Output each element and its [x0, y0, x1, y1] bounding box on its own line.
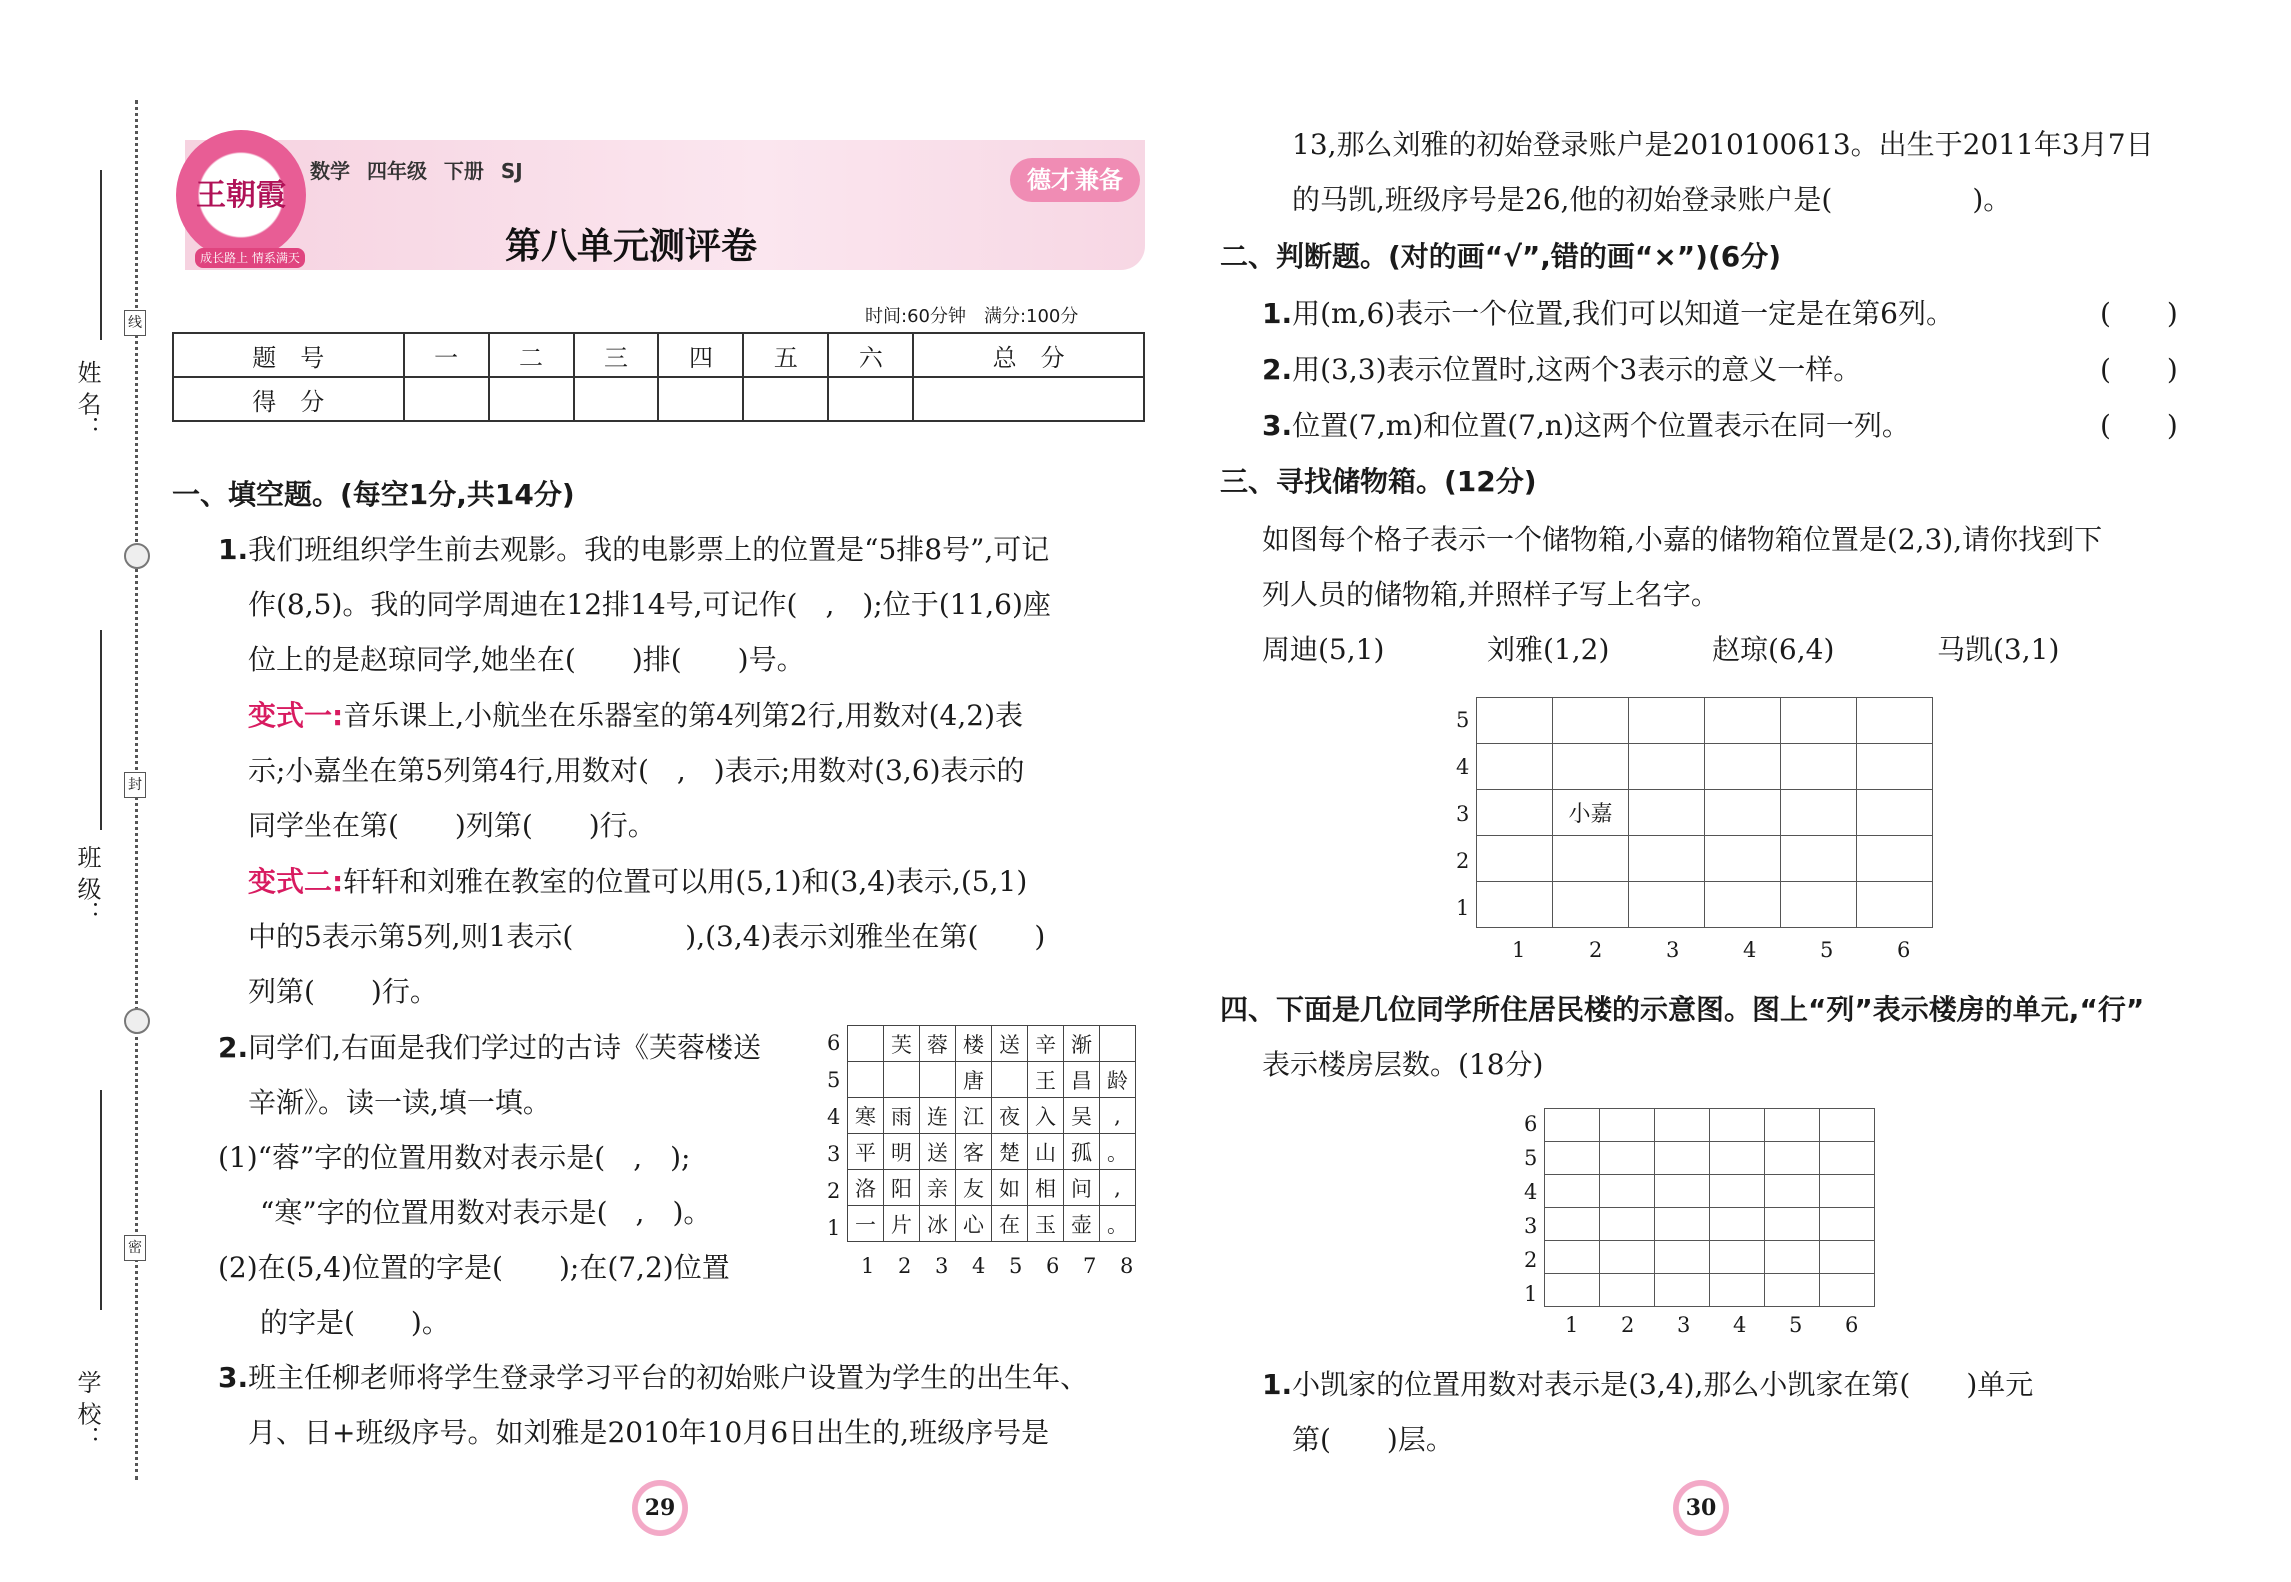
mark-mi: 密 [124, 1235, 146, 1261]
storage-cell[interactable] [1857, 836, 1933, 882]
poem-cell: 明 [884, 1134, 920, 1170]
building-cell[interactable] [1710, 1109, 1765, 1142]
poem-y-label: 1 [827, 1216, 841, 1240]
poem-cell: 芙 [884, 1026, 920, 1062]
class-line [100, 630, 102, 830]
section-3-line-2: 列人员的储物箱,并照样子写上名字。 [1262, 578, 1719, 611]
storage-cell[interactable] [1477, 836, 1553, 882]
building-cell[interactable] [1545, 1274, 1600, 1307]
judge-3-answer-paren[interactable]: ( ) [2100, 409, 2178, 442]
poem-y-label: 2 [827, 1179, 841, 1203]
q4-1-text-1: 小凯家的位置用数对表示是(3,4),那么小凯家在第( )单元 [1292, 1368, 2034, 1401]
poem-cell: 楚 [992, 1134, 1028, 1170]
variant-2-label: 变式二: [248, 865, 344, 898]
q2-line-2: 辛渐》。读一读,填一填。 [248, 1086, 551, 1119]
poem-cell: 昌 [1064, 1062, 1100, 1098]
building-y-label: 5 [1524, 1146, 1538, 1170]
variant-1-line-3: 同学坐在第( )列第( )行。 [248, 809, 656, 842]
q4-1-line-2: 第( )层。 [1292, 1423, 1454, 1456]
poem-row [848, 1170, 1136, 1206]
poem-cell: 唐 [956, 1062, 992, 1098]
poem-x-label: 4 [972, 1254, 986, 1278]
section-3-title: 三、寻找储物箱。(12分) [1220, 465, 1537, 498]
storage-cell[interactable] [1477, 744, 1553, 790]
building-row [1545, 1142, 1875, 1175]
storage-row [1477, 882, 1933, 928]
building-cell[interactable] [1820, 1208, 1875, 1241]
building-cell[interactable] [1655, 1175, 1710, 1208]
storage-cell[interactable] [1553, 744, 1629, 790]
poem-cell: 友 [956, 1170, 992, 1206]
poem-cell [848, 1026, 884, 1062]
q2-text-1: 同学们,右面是我们学过的古诗《芙蓉楼送 [248, 1031, 762, 1064]
storage-x-label: 5 [1820, 938, 1834, 962]
storage-cell[interactable] [1781, 836, 1857, 882]
poem-cell: 送 [992, 1026, 1028, 1062]
q4-1-number: 1. [1262, 1368, 1293, 1401]
brand-logo [176, 130, 306, 260]
poem-cell: 心 [956, 1206, 992, 1242]
poem-cell: 山 [1028, 1134, 1064, 1170]
poem-y-label: 5 [827, 1068, 841, 1092]
storage-cell[interactable] [1857, 790, 1933, 836]
building-cell[interactable] [1655, 1274, 1710, 1307]
q2-line-3: (1)“蓉”字的位置用数对表示是( , ); [218, 1141, 691, 1174]
poem-cell: 楼 [956, 1026, 992, 1062]
storage-cell[interactable] [1629, 882, 1705, 928]
poem-x-label: 8 [1120, 1254, 1134, 1278]
poem-cell: 龄 [1100, 1062, 1136, 1098]
q3-cont-line-2: 的马凯,班级序号是26,他的初始登录账户是( )。 [1292, 183, 2012, 216]
poem-row [848, 1098, 1136, 1134]
building-cell[interactable] [1710, 1175, 1765, 1208]
building-x-label: 6 [1845, 1313, 1859, 1337]
person-1: 周迪(5,1) [1262, 633, 1385, 666]
poem-cell: 雨 [884, 1098, 920, 1134]
poem-cell: 蓉 [920, 1026, 956, 1062]
storage-cell[interactable] [1629, 698, 1705, 744]
poem-x-label: 6 [1046, 1254, 1060, 1278]
storage-cell[interactable] [1705, 790, 1781, 836]
poem-cell: 。 [1100, 1134, 1136, 1170]
poem-cell: 一 [848, 1206, 884, 1242]
building-cell[interactable] [1710, 1274, 1765, 1307]
storage-cell[interactable] [1857, 698, 1933, 744]
storage-cell[interactable] [1781, 790, 1857, 836]
badge: 德才兼备 [1010, 158, 1140, 202]
building-grid [1544, 1108, 1875, 1307]
poem-cell: 江 [956, 1098, 992, 1134]
q1-number: 1. [218, 533, 249, 566]
poem-cell: 平 [848, 1134, 884, 1170]
storage-y-label: 3 [1456, 802, 1470, 826]
variant-2-text-1: 轩轩和刘雅在教室的位置可以用(5,1)和(3,4)表示,(5,1) [343, 865, 1028, 898]
building-cell[interactable] [1710, 1241, 1765, 1274]
storage-cell[interactable] [1781, 698, 1857, 744]
building-row [1545, 1274, 1875, 1307]
storage-grid [1476, 697, 1933, 928]
score-input-cell[interactable] [913, 377, 1144, 421]
person-3: 赵琼(6,4) [1712, 633, 1835, 666]
q1-line-3: 位上的是赵琼同学,她坐在( )排( )号。 [248, 643, 805, 676]
section-2-title: 二、判断题。(对的画“√”,错的画“×”)(6分) [1220, 240, 1782, 273]
variant-2-line-1 [248, 862, 1027, 902]
building-row [1545, 1109, 1875, 1142]
section-4-line-1: 四、下面是几位同学所住居民楼的示意图。图上“列”表示楼房的单元,“行” [1220, 993, 2145, 1026]
building-cell[interactable] [1765, 1241, 1820, 1274]
poem-cell [920, 1062, 956, 1098]
storage-y-label: 5 [1456, 708, 1470, 732]
judge-1 [1262, 294, 1954, 334]
poem-x-label: 1 [861, 1254, 875, 1278]
storage-cell[interactable] [1629, 836, 1705, 882]
q3-line-2: 月、日+班级序号。如刘雅是2010年10月6日出生的,班级序号是 [248, 1416, 1050, 1449]
time-info: 时间:60分钟 满分:100分 [865, 306, 1079, 327]
building-cell[interactable] [1765, 1142, 1820, 1175]
judge-1-answer-paren[interactable]: ( ) [2100, 297, 2178, 330]
building-cell[interactable] [1765, 1208, 1820, 1241]
storage-cell[interactable] [1553, 698, 1629, 744]
building-y-label: 2 [1524, 1248, 1538, 1272]
building-y-label: 3 [1524, 1214, 1538, 1238]
storage-cell[interactable] [1629, 790, 1705, 836]
variant-1-line-1 [248, 696, 1023, 736]
storage-x-label: 4 [1743, 938, 1757, 962]
q1-line-2: 作(8,5)。我的同学周迪在12排14号,可记作( , );位于(11,6)座 [248, 588, 1051, 621]
storage-cell[interactable] [1705, 744, 1781, 790]
building-cell[interactable] [1655, 1241, 1710, 1274]
section-1-title: 一、填空题。(每空1分,共14分) [172, 478, 575, 511]
score-cell: 四 [658, 333, 743, 377]
building-row [1545, 1208, 1875, 1241]
poem-cell: , [1100, 1170, 1136, 1206]
building-row [1545, 1241, 1875, 1274]
mark-xian: 线 [124, 310, 146, 336]
building-x-label: 4 [1733, 1313, 1747, 1337]
poem-cell [1100, 1026, 1136, 1062]
variant-2-line-2: 中的5表示第5列,则1表示( ),(3,4)表示刘雅坐在第( ) [248, 920, 1046, 953]
poem-cell [992, 1062, 1028, 1098]
score-input-cell[interactable] [574, 377, 659, 421]
poem-cell: 寒 [848, 1098, 884, 1134]
building-cell[interactable] [1655, 1109, 1710, 1142]
score-input-cell[interactable] [404, 377, 489, 421]
poem-row [848, 1134, 1136, 1170]
poem-cell: 送 [920, 1134, 956, 1170]
poem-cell: 冰 [920, 1206, 956, 1242]
judge-3-number: 3. [1262, 409, 1293, 442]
judge-3-text: 位置(7,m)和位置(7,n)这两个位置表示在同一列。 [1292, 409, 1910, 442]
building-cell[interactable] [1600, 1142, 1655, 1175]
poem-cell: 在 [992, 1206, 1028, 1242]
building-cell[interactable] [1820, 1274, 1875, 1307]
storage-cell[interactable] [1705, 836, 1781, 882]
q3-line-1 [218, 1358, 1088, 1398]
building-cell[interactable] [1545, 1175, 1600, 1208]
building-cell[interactable] [1545, 1109, 1600, 1142]
storage-y-label: 2 [1456, 849, 1470, 873]
score-value-row [173, 377, 1144, 421]
score-cell: 三 [574, 333, 659, 377]
building-cell[interactable] [1655, 1142, 1710, 1175]
storage-row [1477, 836, 1933, 882]
storage-row [1477, 790, 1933, 836]
building-row [1545, 1175, 1875, 1208]
score-table [172, 332, 1145, 422]
poem-cell [848, 1062, 884, 1098]
poem-cell: 亲 [920, 1170, 956, 1206]
q2-number: 2. [218, 1031, 249, 1064]
name-line [100, 170, 102, 340]
school-line [100, 1090, 102, 1310]
poem-row [848, 1206, 1136, 1242]
building-cell[interactable] [1600, 1208, 1655, 1241]
score-input-cell[interactable] [828, 377, 913, 421]
judge-1-number: 1. [1262, 297, 1293, 330]
storage-x-label: 6 [1897, 938, 1911, 962]
poem-cell: 玉 [1028, 1206, 1064, 1242]
storage-x-label: 2 [1589, 938, 1603, 962]
page-number-right: 30 [1673, 1480, 1729, 1536]
poem-y-label: 4 [827, 1105, 841, 1129]
poem-cell: 孤 [1064, 1134, 1100, 1170]
q1-line-1 [218, 530, 1049, 570]
storage-cell[interactable] [1705, 698, 1781, 744]
building-cell[interactable] [1820, 1109, 1875, 1142]
poem-cell: , [1100, 1098, 1136, 1134]
poem-grid [847, 1025, 1136, 1242]
building-cell[interactable] [1600, 1109, 1655, 1142]
judge-2-answer-paren[interactable]: ( ) [2100, 353, 2178, 386]
poem-cell: 客 [956, 1134, 992, 1170]
building-cell[interactable] [1545, 1142, 1600, 1175]
building-cell[interactable] [1765, 1175, 1820, 1208]
poem-cell: 壶 [1064, 1206, 1100, 1242]
building-cell[interactable] [1545, 1208, 1600, 1241]
score-cell: 二 [489, 333, 574, 377]
building-y-label: 6 [1524, 1112, 1538, 1136]
poem-cell: 。 [1100, 1206, 1136, 1242]
storage-cell[interactable] [1781, 744, 1857, 790]
building-cell[interactable] [1545, 1241, 1600, 1274]
judge-3 [1262, 406, 1910, 446]
poem-row [848, 1062, 1136, 1098]
poem-x-label: 2 [898, 1254, 912, 1278]
q2-line-1 [218, 1028, 761, 1068]
score-cell: 题 号 [173, 333, 404, 377]
poem-x-label: 7 [1083, 1254, 1097, 1278]
building-cell[interactable] [1710, 1208, 1765, 1241]
poem-y-label: 6 [827, 1031, 841, 1055]
poem-x-label: 3 [935, 1254, 949, 1278]
building-cell[interactable] [1820, 1142, 1875, 1175]
poem-row [848, 1026, 1136, 1062]
storage-y-label: 1 [1456, 896, 1470, 920]
storage-cell[interactable] [1477, 882, 1553, 928]
score-cell: 一 [404, 333, 489, 377]
poem-cell: 阳 [884, 1170, 920, 1206]
subject-line: 数学 四年级 下册 SJ [310, 159, 523, 183]
poem-cell: 如 [992, 1170, 1028, 1206]
binding-hole-icon [124, 543, 150, 569]
building-cell[interactable] [1765, 1109, 1820, 1142]
page-title: 第八单元测评卷 [505, 226, 758, 267]
poem-cell: 连 [920, 1098, 956, 1134]
poem-cell: 渐 [1064, 1026, 1100, 1062]
storage-cell[interactable] [1629, 744, 1705, 790]
score-header-row [173, 333, 1144, 377]
storage-y-label: 4 [1456, 755, 1470, 779]
poem-cell: 夜 [992, 1098, 1028, 1134]
q2-line-4: “寒”字的位置用数对表示是( , )。 [260, 1196, 712, 1229]
q1-text-1: 我们班组织学生前去观影。我的电影票上的位置是“5排8号”,可记 [248, 533, 1050, 566]
poem-y-label: 3 [827, 1142, 841, 1166]
score-cell: 五 [743, 333, 828, 377]
storage-x-label: 3 [1666, 938, 1680, 962]
page-number-left: 29 [632, 1480, 688, 1536]
poem-cell: 片 [884, 1206, 920, 1242]
storage-cell[interactable] [1477, 790, 1553, 836]
q3-text-1: 班主任柳老师将学生登录学习平台的初始账户设置为学生的出生年、 [248, 1361, 1089, 1394]
variant-1-text-1: 音乐课上,小航坐在乐器室的第4列第2行,用数对(4,2)表 [343, 699, 1024, 732]
building-cell[interactable] [1710, 1142, 1765, 1175]
building-cell[interactable] [1600, 1175, 1655, 1208]
poem-cell: 入 [1028, 1098, 1064, 1134]
poem-cell [884, 1062, 920, 1098]
poem-cell: 洛 [848, 1170, 884, 1206]
building-cell[interactable] [1820, 1175, 1875, 1208]
name-label: 姓 名： [73, 360, 101, 440]
score-cell: 六 [828, 333, 913, 377]
variant-2-line-3: 列第( )行。 [248, 975, 438, 1008]
q3-cont-line-1: 13,那么刘雅的初始登录账户是2010100613。出生于2011年3月7日 [1292, 128, 2154, 161]
poem-cell: 相 [1028, 1170, 1064, 1206]
building-cell[interactable] [1820, 1241, 1875, 1274]
poem-cell: 王 [1028, 1062, 1064, 1098]
variant-1-label: 变式一: [248, 699, 344, 732]
brand-slogan: 成长路上 情系满天 [195, 248, 305, 268]
poem-cell: 辛 [1028, 1026, 1064, 1062]
judge-2-text: 用(3,3)表示位置时,这两个3表示的意义一样。 [1292, 353, 1862, 386]
poem-cell: 吴 [1064, 1098, 1100, 1134]
score-cell: 总 分 [913, 333, 1144, 377]
q4-1-line-1 [1262, 1365, 2033, 1405]
judge-2-number: 2. [1262, 353, 1293, 386]
building-cell[interactable] [1765, 1274, 1820, 1307]
school-label: 学 校： [73, 1370, 101, 1450]
building-y-label: 1 [1524, 1282, 1538, 1306]
storage-cell[interactable] [1705, 882, 1781, 928]
storage-cell[interactable] [1857, 744, 1933, 790]
storage-cell[interactable] [1477, 698, 1553, 744]
building-cell[interactable] [1655, 1208, 1710, 1241]
building-cell[interactable] [1600, 1241, 1655, 1274]
q2-line-6: 的字是( )。 [260, 1306, 450, 1339]
building-x-label: 5 [1789, 1313, 1803, 1337]
person-2: 刘雅(1,2) [1487, 633, 1610, 666]
class-label: 班 级： [73, 845, 101, 925]
binding-hole-icon [124, 1008, 150, 1034]
storage-x-label: 1 [1512, 938, 1526, 962]
storage-cell-sample: 小嘉 [1553, 790, 1629, 836]
mark-feng: 封 [124, 772, 146, 798]
poem-x-label: 5 [1009, 1254, 1023, 1278]
storage-row [1477, 698, 1933, 744]
q3-number: 3. [218, 1361, 249, 1394]
building-x-label: 1 [1565, 1313, 1579, 1337]
storage-cell[interactable] [1553, 836, 1629, 882]
poem-cell: 问 [1064, 1170, 1100, 1206]
score-input-cell[interactable] [658, 377, 743, 421]
building-cell[interactable] [1600, 1274, 1655, 1307]
storage-cell[interactable] [1781, 882, 1857, 928]
section-4-line-2: 表示楼房层数。(18分) [1262, 1048, 1544, 1081]
score-row-label: 得 分 [173, 377, 404, 421]
score-input-cell[interactable] [743, 377, 828, 421]
judge-1-text: 用(m,6)表示一个位置,我们可以知道一定是在第6列。 [1292, 297, 1954, 330]
section-3-line-1: 如图每个格子表示一个储物箱,小嘉的储物箱位置是(2,3),请你找到下 [1262, 523, 2103, 556]
storage-cell[interactable] [1857, 882, 1933, 928]
building-y-label: 4 [1524, 1180, 1538, 1204]
score-input-cell[interactable] [489, 377, 574, 421]
brand-name: 王朝霞 [196, 178, 286, 213]
storage-row [1477, 744, 1933, 790]
building-x-label: 2 [1621, 1313, 1635, 1337]
storage-cell[interactable] [1553, 882, 1629, 928]
person-4: 马凯(3,1) [1937, 633, 2060, 666]
q2-line-5: (2)在(5,4)位置的字是( );在(7,2)位置 [218, 1251, 730, 1284]
judge-2 [1262, 350, 1861, 390]
building-x-label: 3 [1677, 1313, 1691, 1337]
variant-1-line-2: 示;小嘉坐在第5列第4行,用数对( , )表示;用数对(3,6)表示的 [248, 754, 1025, 787]
